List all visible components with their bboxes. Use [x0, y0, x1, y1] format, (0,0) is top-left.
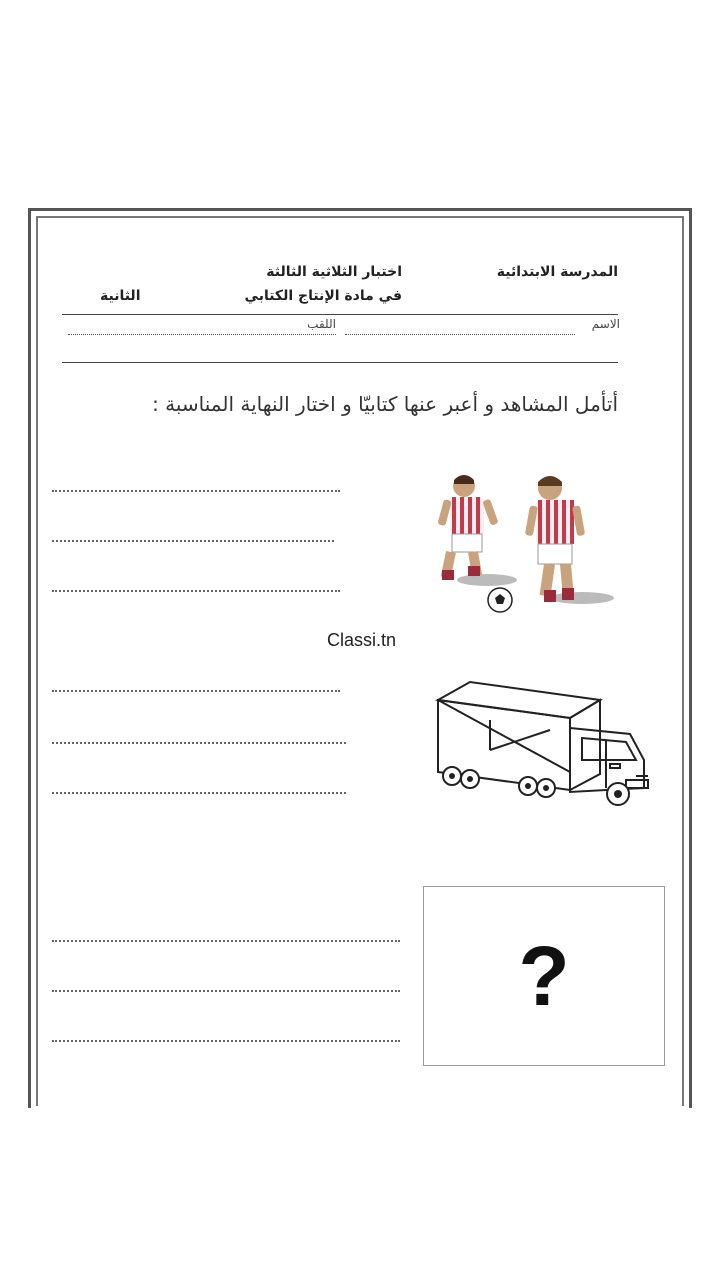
question-mark: ?	[518, 928, 570, 1023]
writing-line[interactable]	[52, 990, 400, 992]
writing-line[interactable]	[52, 590, 340, 592]
school-name: المدرسة الابتدائية	[496, 264, 618, 280]
football-players-icon	[432, 470, 618, 630]
writing-line[interactable]	[52, 940, 400, 942]
header-rule	[62, 314, 618, 315]
instruction-text: أتأمل المشاهد و أعبر عنها كتابيّا و اختار النهاية المناسبة :	[152, 392, 618, 416]
question-box-icon	[423, 886, 665, 1066]
writing-line[interactable]	[52, 742, 346, 744]
grade-level: الثانية	[100, 288, 141, 304]
writing-line[interactable]	[52, 1040, 400, 1042]
watermark: Classi.tn	[327, 630, 397, 650]
truck-icon	[430, 680, 652, 810]
surname-field[interactable]	[68, 322, 336, 335]
writing-line[interactable]	[52, 490, 340, 492]
writing-line[interactable]	[52, 690, 340, 692]
exam-subject: في مادة الإنتاج الكتابي	[244, 288, 402, 304]
name-rule	[62, 362, 618, 363]
name-label: الاسم	[591, 317, 620, 331]
writing-line[interactable]	[52, 540, 334, 542]
name-field[interactable]	[345, 322, 575, 335]
writing-line[interactable]	[52, 792, 346, 794]
surname-label: اللقب	[307, 317, 336, 331]
exam-title: اختبار الثلاثية الثالثة	[266, 264, 402, 280]
